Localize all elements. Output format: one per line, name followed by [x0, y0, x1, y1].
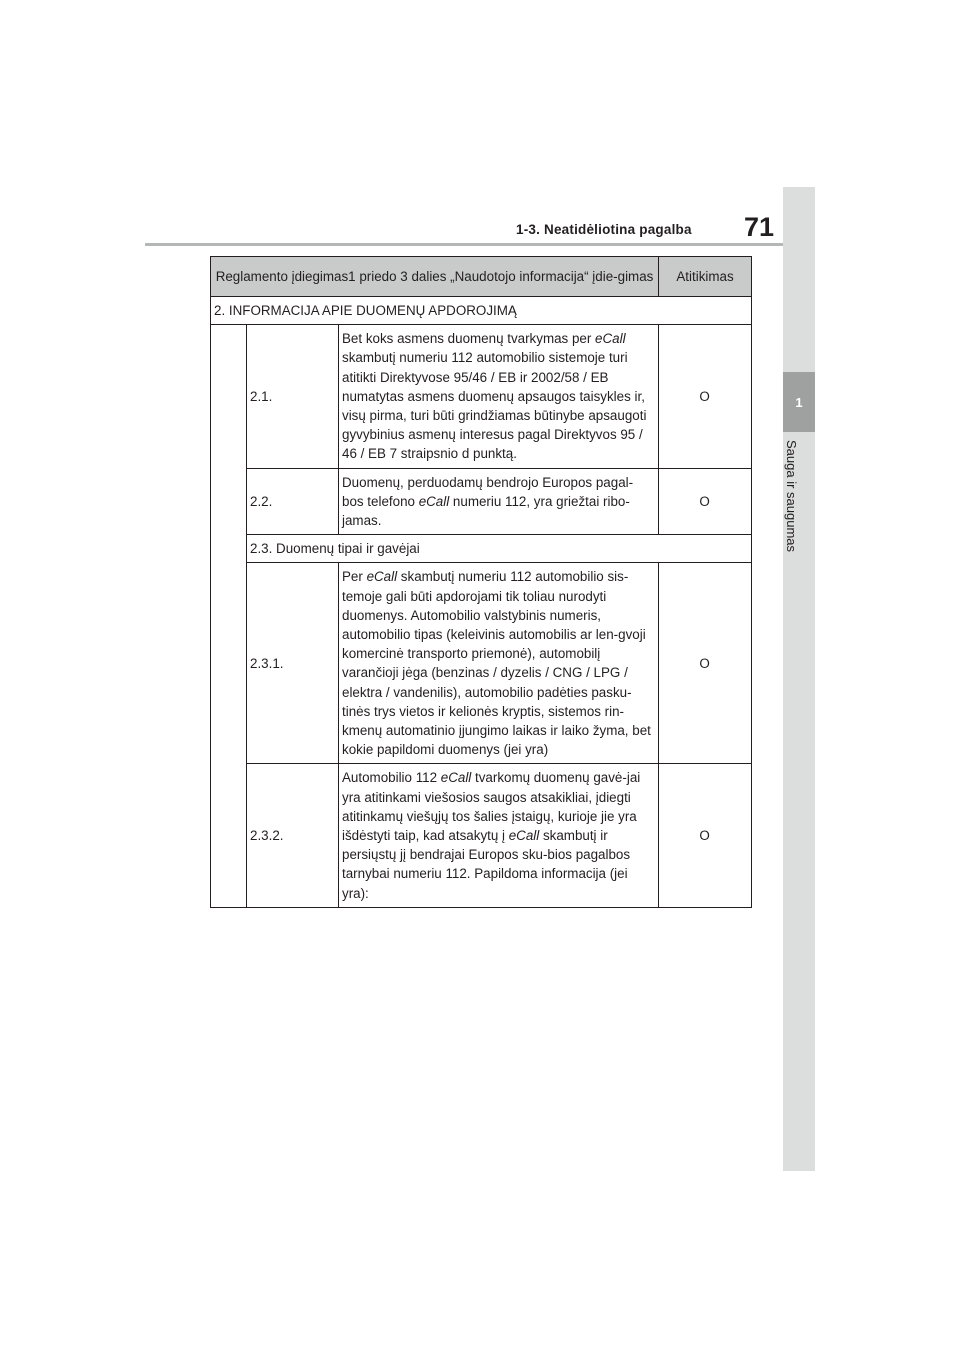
chapter-number: 1 [795, 394, 803, 410]
header-divider [145, 243, 783, 246]
section-title: 1-3. Neatidėliotina pagalba [516, 222, 692, 237]
compliance-value: O [659, 764, 752, 907]
column-header-compliance: Atitikimas [659, 257, 752, 297]
chapter-label: Sauga ir saugumas [784, 440, 799, 553]
table-row [211, 563, 752, 764]
row-text: Duomenų, perduodamų bendrojo Europos pagal-bos telefono eCall numeriu 112, yra griežtai ribo-jamas. [339, 468, 659, 535]
section-heading: 2. INFORMACIJA APIE DUOMENŲ APDOROJIMĄ [211, 297, 752, 325]
regulation-table [210, 256, 752, 908]
column-header-regulation: Reglamento įdiegimas1 priedo 3 dalies „Naudotojo informacija“ įdie-gimas [211, 257, 659, 297]
table-header-row [211, 257, 752, 297]
page-number: 71 [743, 212, 774, 242]
row-text: Bet koks asmens duomenų tvarkymas per eCall skambutį numeriu 112 automobilio sistemoje turi atitikti Direktyvose 95/46 / EB ir 2002/58 / EB numatytas asmens duomenų apsaugos taisykles ir, visų pirma, turi būti grindžiamas būtinybe apsaugoti gyvybinius asmenų interesus pagal Direktyvos 95 / 46 / EB 7 straipsnio d punktą. [339, 325, 659, 468]
subsection-heading: 2.3. Duomenų tipai ir gavėjai [247, 535, 752, 563]
row-text: Per eCall skambutį numeriu 112 automobilio sis-temoje gali būti apdorojami tik toliau nurodyti duomenys. Automobilio valstybinis numeris, automobilio tipas (keleivinis automobilis ar len-gvoji komercinė transporto priemonė), automobilį varančioji jėga (benzinas / dyzelis / CNG / LPG / elektra / vandenilis), automobilio padėties pasku-tinės trys vietos ir kelionės kryptis, sistemos rin-kmenų automatinio įjungimo laikas ir laiko žyma, bet kokie papildomi duomenys (jei yra) [339, 563, 659, 764]
row-number: 2.3.1. [247, 563, 339, 764]
indent-cell [211, 325, 247, 908]
section-row [211, 297, 752, 325]
chapter-tab[interactable] [783, 372, 815, 432]
row-text: Automobilio 112 eCall tvarkomų duomenų gavė-jai yra atitinkami viešosios saugos atsakikliai, įdiegti atitinkamų viešųjų tos šalies įstaigų, kurioje jie yra išdėstyti taip, kad atsakytų į eCall skambutį ir persiųstų jį bendrajai Europos sku-bios pagalbos tarnybai numeriu 112. Papildoma informacija (jei yra): [339, 764, 659, 907]
table-row [211, 764, 752, 907]
side-strip [783, 187, 815, 1171]
compliance-value: O [659, 325, 752, 468]
compliance-value: O [659, 563, 752, 764]
table-row [211, 468, 752, 535]
subsection-row [211, 535, 752, 563]
row-number: 2.3.2. [247, 764, 339, 907]
table-row [211, 325, 752, 468]
row-number: 2.1. [247, 325, 339, 468]
row-number: 2.2. [247, 468, 339, 535]
compliance-value: O [659, 468, 752, 535]
